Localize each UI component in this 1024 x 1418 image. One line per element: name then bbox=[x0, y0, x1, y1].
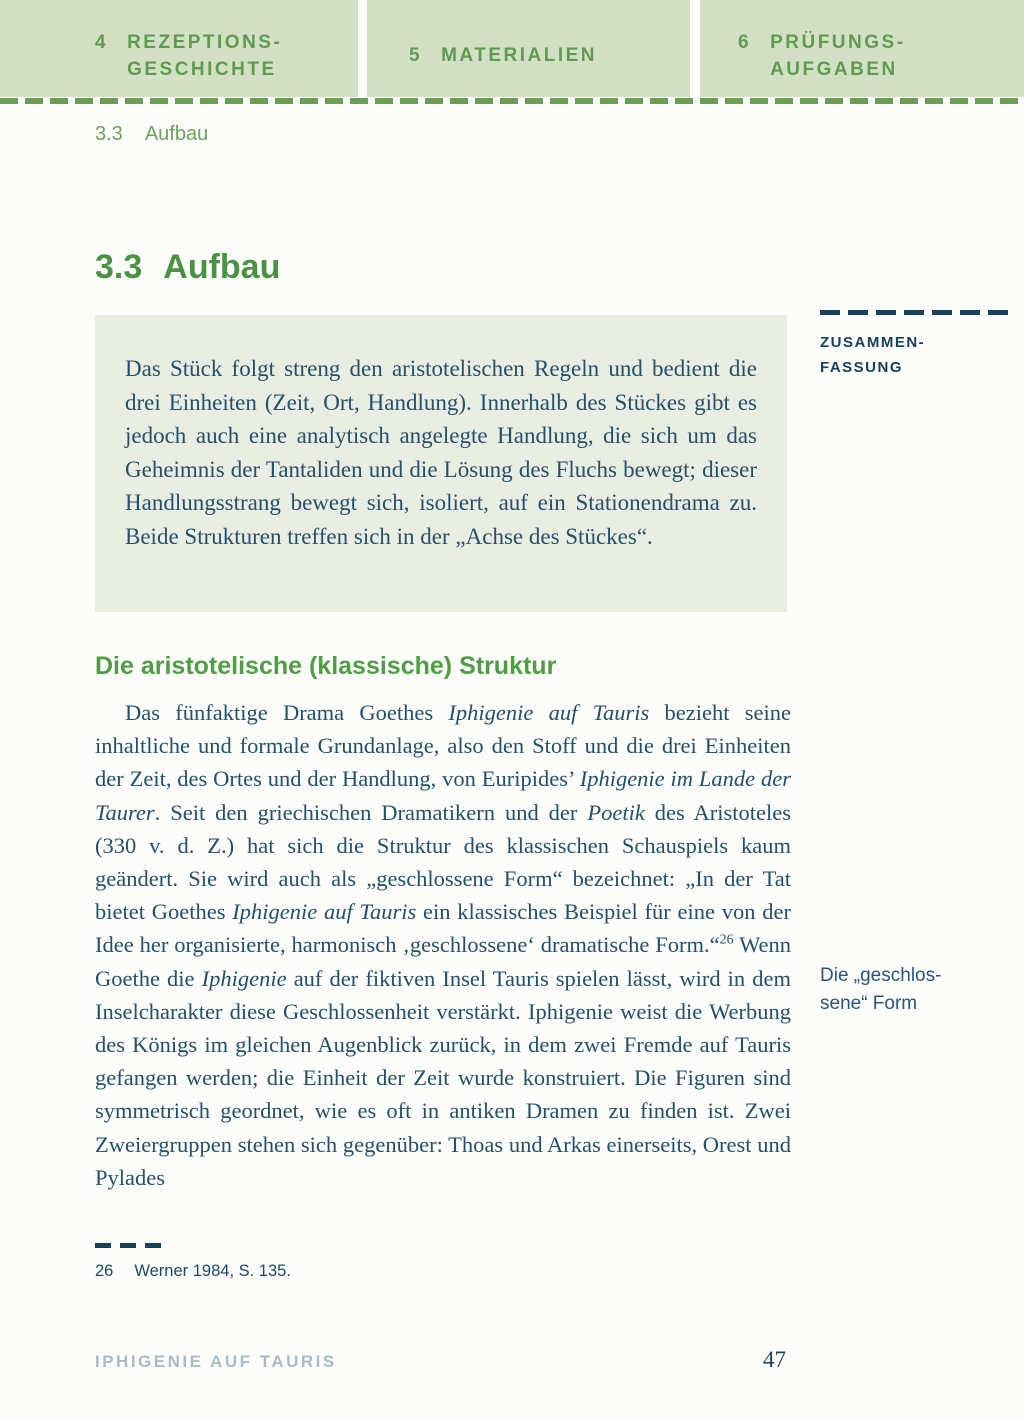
footnote bbox=[95, 1262, 291, 1281]
section-heading: Die aristotelische (klassische) Struktur bbox=[95, 652, 557, 680]
margin-note bbox=[820, 962, 1015, 1018]
footnote-text: Werner 1984, S. 135. bbox=[134, 1262, 291, 1280]
page-title bbox=[95, 248, 280, 287]
summary-label bbox=[820, 330, 925, 380]
summary-label-line1: ZUSAMMEN- bbox=[820, 334, 926, 351]
page-title-number: 3.3 bbox=[95, 248, 143, 286]
footer-book-title: IPHIGENIE AUF TAURIS bbox=[95, 1352, 337, 1371]
margin-note-line1: Die „geschlos- bbox=[820, 965, 942, 986]
running-header-number: 3.3 bbox=[95, 123, 123, 145]
header-dashed-divider bbox=[0, 98, 1024, 104]
summary-text: Das Stück folgt streng den aristotelischen Regeln und bedient die drei Einheiten (Zeit, Ort, Handlung). Innerhalb des Stückes gibt es jedoch auch eine analytisch angelegte Handlung, die sich um das Geheimnis der Tantaliden und die Lösung des Fluchs bewegt; dieser Handlungsstrang bewegt sich, isoliert, auf ein Stationendrama zu. Beide Strukturen treffen sich in der „Achse des Stückes“. bbox=[125, 356, 757, 549]
chapter-tab-materialien[interactable] bbox=[367, 0, 690, 97]
footnote-divider bbox=[95, 1243, 165, 1248]
page-title-text: Aufbau bbox=[163, 248, 281, 286]
footnote-number[interactable]: 26 bbox=[95, 1262, 114, 1280]
running-header bbox=[95, 123, 208, 146]
chapter-tab-label: MATERIALIEN bbox=[441, 45, 597, 66]
chapter-tab-label: AUFGABEN bbox=[770, 58, 898, 80]
chapter-tab-label: GESCHICHTE bbox=[127, 58, 277, 80]
summary-box bbox=[95, 315, 787, 612]
chapter-tab-number: 4 bbox=[95, 31, 109, 53]
chapter-tab-rezeptionsgeschichte[interactable] bbox=[0, 0, 358, 97]
margin-note-line2: sene“ Form bbox=[820, 993, 918, 1014]
chapter-tab-number: 5 bbox=[409, 45, 423, 66]
running-header-title: Aufbau bbox=[144, 123, 209, 145]
body-paragraph: Das fünfaktige Drama Goethes Iphigenie auf Tauris bezieht seine inhaltliche und formale Grundanlage, also den Stoff und die drei Einheiten der Zeit, des Ortes und der Handlung, von Euripides’ Iphigenie im Lande der Taurer. Seit den griechischen Dramatikern und der Poetik des Aristoteles (330 v. d. Z.) hat sich die Struktur des klassischen Schauspiels kaum geändert. Sie wird auch als „geschlossene Form“ bezeichnet: „In der Tat bietet Goethes Iphigenie auf Tauris ein klassisches Beispiel für eine von der Idee her organisierte, harmonisch ‚geschlossene‘ dramatische Form.“$^{26}$ Wenn Goethe die Iphigenie auf der fiktiven Insel Tauris spielen lässt, wird in dem Inselcharakter diese Geschlossenheit verstärkt. Iphigenie weist die Werbung des Königs im gleichen Augenblick zurück, in dem zwei Fremde auf Tauris gefangen werden; die Einheit der Zeit wurde konstruiert. Die Figuren sind symmetrisch geordnet, wie es oft in antiken Dramen zu finden ist. Zwei Zweiergruppen stehen sich gegenüber: Thoas und Arkas einerseits, Orest und Pylades bbox=[95, 700, 792, 1190]
summary-label-line2: FASSUNG bbox=[820, 359, 904, 376]
chapter-tab-label: REZEPTIONS- bbox=[127, 31, 283, 53]
chapter-tab-band bbox=[0, 0, 1024, 97]
chapter-tab-number: 6 bbox=[738, 31, 752, 53]
chapter-tab-pruefungsaufgaben[interactable] bbox=[700, 0, 1024, 97]
chapter-tab-label: PRÜFUNGS- bbox=[770, 31, 906, 53]
page-number: 47 bbox=[763, 1347, 786, 1372]
summary-dashed-divider bbox=[820, 310, 1012, 315]
